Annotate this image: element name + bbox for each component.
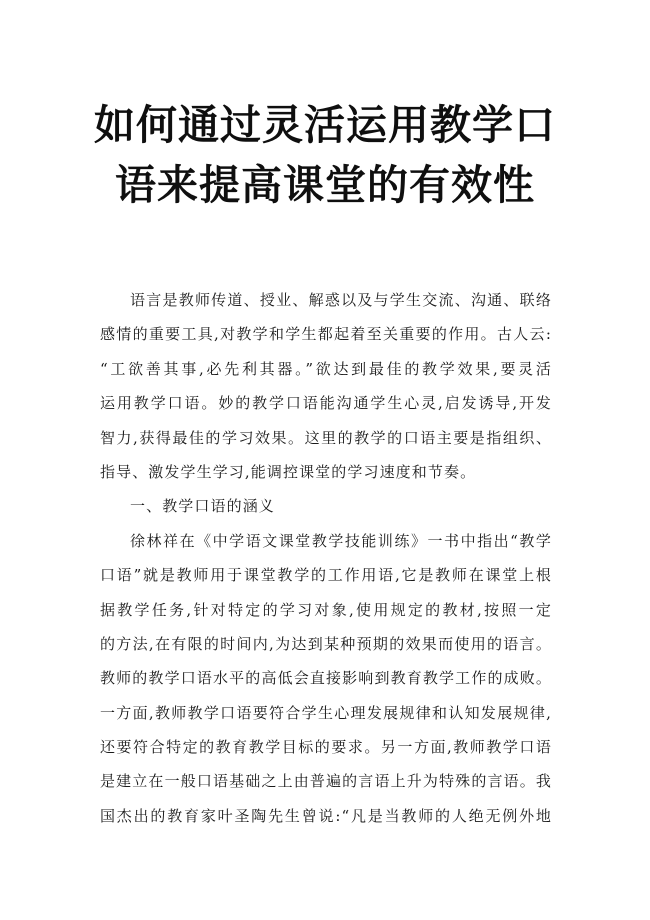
text-line: 语言是教师传道、授业、解惑以及与学生交流、沟通、联络 (130, 291, 552, 309)
text-line: 运用教学口语。妙的教学口语能沟通学生心灵,启发诱导,开发 (100, 394, 552, 413)
text-line: 感情的重要工具,对教学和学生都起着至关重要的作用。古人云: (100, 325, 552, 344)
text-line: 口语”就是教师用于课堂教学的工作用语,它是教师在课堂上根 (100, 566, 552, 585)
text-line: 据教学任务,针对特定的学习对象,使用规定的教材,按照一定 (100, 600, 552, 619)
text-line: 国杰出的教育家叶圣陶先生曾说:“凡是当教师的人绝无例外地 (100, 806, 552, 825)
text-line: 徐林祥在《中学语文课堂教学技能训练》一书中指出“教学 (130, 531, 552, 550)
text-line: 指导、激发学生学习,能调控课堂的学习速度和节奏。 (100, 462, 477, 481)
title-line: 如何通过灵活运用教学口 (94, 101, 556, 149)
text-line: 还要符合特定的教育教学目标的要求。另一方面,教师教学口语 (100, 738, 552, 757)
title-line: 语来提高课堂的有效性 (115, 161, 535, 209)
section-heading (100, 489, 552, 523)
document-body (100, 283, 552, 833)
paragraph-definition (100, 524, 552, 834)
text-line: 教师的教学口语水平的高低会直接影响到教育教学工作的成败。 (100, 669, 552, 688)
text-line: 是建立在一般口语基础之上由普遍的言语上升为特殊的言语。我 (100, 772, 552, 791)
text-line: 的方法,在有限的时间内,为达到某种预期的效果而使用的语言。 (100, 634, 552, 653)
heading-line: 一、教学口语的涵义 (130, 497, 275, 516)
text-line: “工欲善其事,必先利其器。”欲达到最佳的教学效果,要灵活 (100, 359, 552, 378)
paragraph-intro (100, 283, 552, 489)
text-line: 智力,获得最佳的学习效果。这里的教学的口语主要是指组织、 (100, 428, 552, 447)
document-title (0, 95, 650, 215)
text-line: 一方面,教师教学口语要符合学生心理发展规律和认知发展规律, (100, 703, 552, 722)
